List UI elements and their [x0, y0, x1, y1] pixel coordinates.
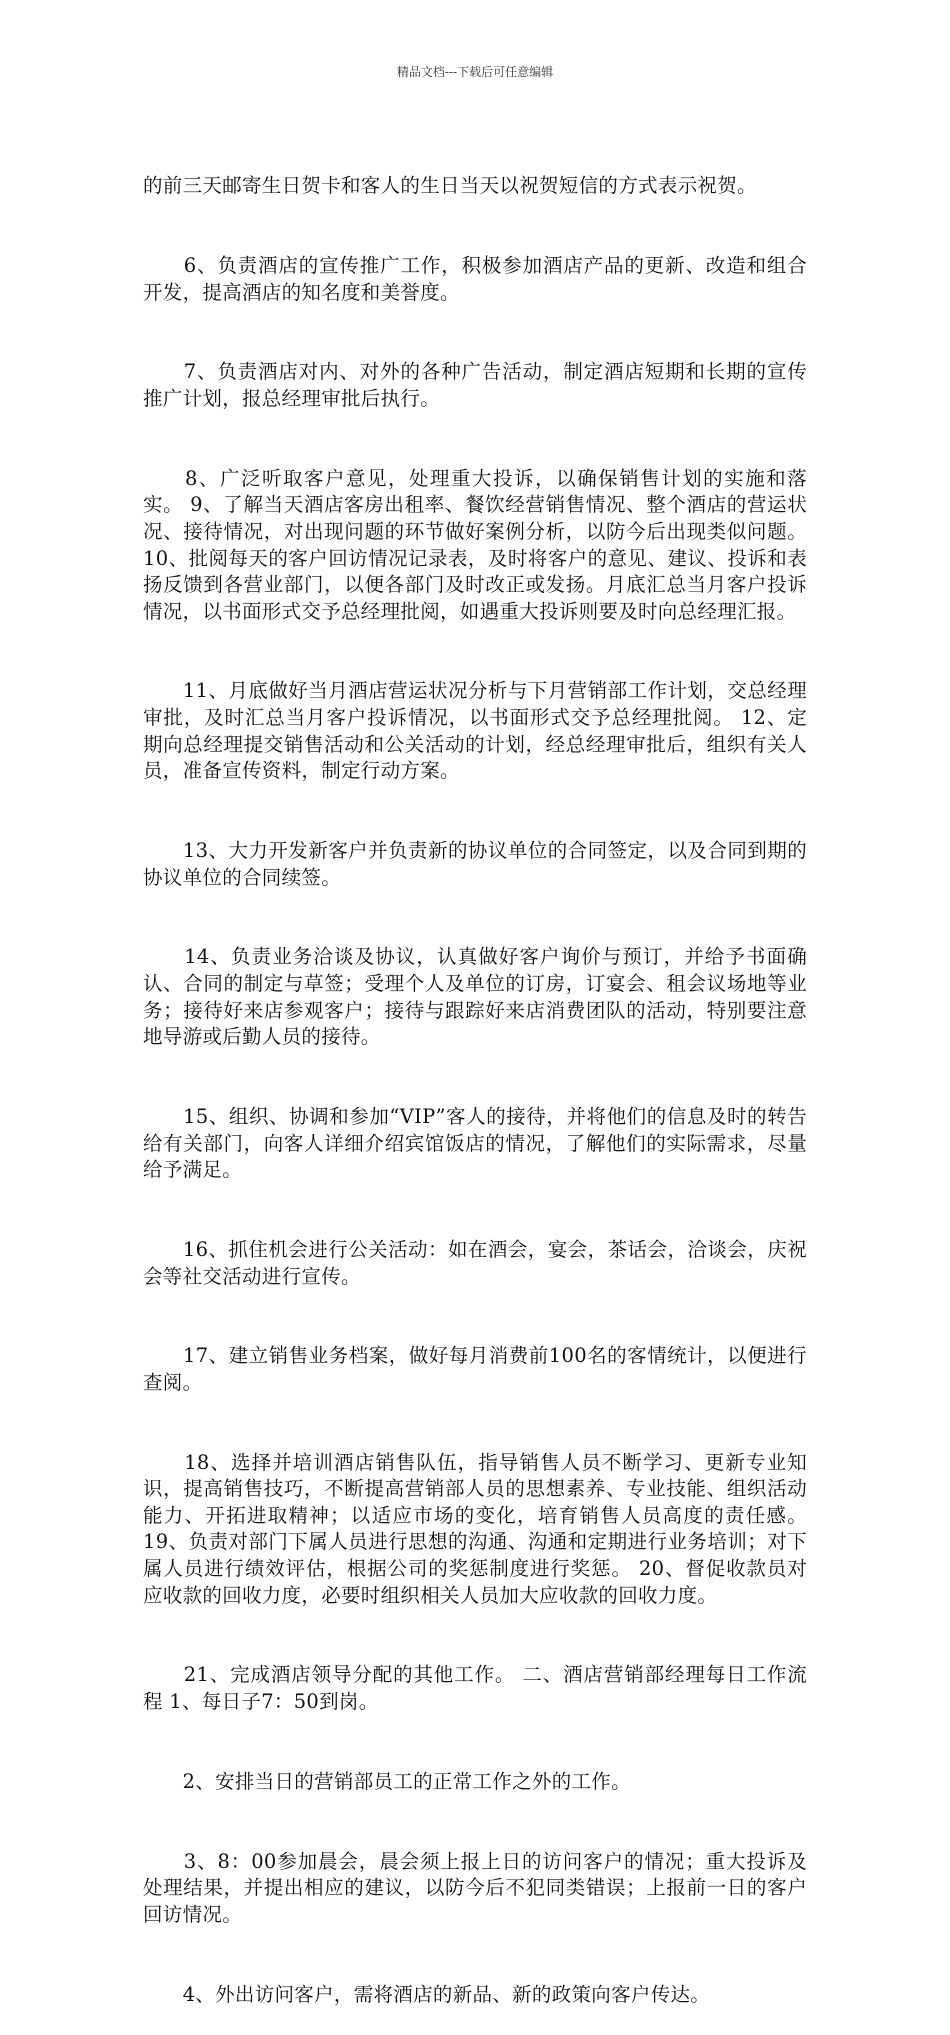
paragraph-item-6: 6、负责酒店的宣传推广工作，积极参加酒店产品的更新、改造和组合开发，提高酒店的知名度和美誉度。 — [143, 253, 807, 304]
paragraph-item-8-10: 8、广泛听取客户意见，处理重大投诉，以确保销售计划的实施和落实。 9、了解当天酒店客房出租率、餐饮经营销售情况、整个酒店的营运状况、接待情况，对出现问题的环节做好案例分析，以防今后出现类似问题。 10、批阅每天的客户回访情况记录表，及时将客户的意见、建议、投诉和表扬反馈到各营业部门，以便各部门及时改正或发扬。月底汇总当月客户投诉情况，以书面形式交予总经理批阅，如遇重大投诉则要及时向总经理汇报。 — [143, 466, 814, 623]
paragraph-item-11-12: 11、月底做好当月酒店营运状况分析与下月营销部工作计划，交总经理审批，及时汇总当月客户投诉情况，以书面形式交予总经理批阅。 12、定期向总经理提交销售活动和公关活动的计划，经总经理审批后，组织有关人员，准备宣传资料，制定行动方案。 — [143, 679, 807, 783]
paragraph-item-17: 17、建立销售业务档案，做好每月消费前100名的客情统计，以便进行查阅。 — [143, 1344, 807, 1394]
paragraph-item-14: 14、负责业务洽谈及协议，认真做好客户询价与预订，并给予书面确认、合同的制定与草签；受理个人及单位的订房，订宴会、租会议场地等业务；接待好来店参观客户；接待与跟踪好来店消费团队的活动，特别要注意地导游或后勤人员的接待。 — [143, 945, 807, 1049]
paragraph-flow-step-3: 3、8：00参加晨会，晨会须上报上日的访问客户的情况；重大投诉及处理结果，并提出相应的建议，以防今后不犯同类错误；上报前一日的客户回访情况。 — [143, 1849, 807, 1926]
paragraph-item-18-20: 18、选择并培训酒店销售队伍，指导销售人员不断学习、更新专业知识，提高销售技巧，不断提高营销部人员的思想素养、专业技能、组织活动能力、开拓进取精神；以适应市场的变化，培育销售人员高度的责任感。 19、负责对部门下属人员进行思想的沟通、沟通和定期进行业务培训；对下属人员进行绩效评估，根据公司的奖惩制度进行奖惩。 20、督促收款员对应收款的回收力度，必要时组织相关人员加大应收款的回收力度。 — [143, 1450, 814, 1607]
paragraph-item-7: 7、负责酒店对内、对外的各种广告活动，制定酒店短期和长期的宣传推广计划，报总经理审批后执行。 — [143, 360, 807, 410]
paragraph-item-15: 15、组织、协调和参加“VIP”客人的接待，并将他们的信息及时的转告给有关部门，向客人详细介绍宾馆饭店的情况，了解他们的实际需求，尽量给予满足。 — [143, 1104, 807, 1182]
paragraph-birthday-greeting: 的前三天邮寄生日贺卡和客人的生日当天以祝贺短信的方式表示祝贺。 — [143, 174, 757, 198]
paragraph-flow-step-4: 4、外出访问客户，需将酒店的新品、新的政策向客户传达。 — [143, 1982, 711, 2006]
paragraph-item-21-daily-flow: 21、完成酒店领导分配的其他工作。 二、酒店营销部经理每日工作流程 1、每日子7：50到岗。 — [143, 1663, 807, 1714]
document-body — [143, 120, 814, 2035]
paragraph-item-13: 13、大力开发新客户并负责新的协议单位的合同签定，以及合同到期的协议单位的合同续签。 — [143, 839, 807, 889]
paragraph-item-16: 16、抓住机会进行公关活动：如在酒会，宴会，茶话会，洽谈会，庆祝会等社交活动进行宣传。 — [143, 1237, 807, 1288]
page-header: 精品文档---下载后可任意编辑 — [396, 65, 554, 79]
paragraph-flow-step-2: 2、安排当日的营销部员工的正常工作之外的工作。 — [143, 1769, 631, 1793]
